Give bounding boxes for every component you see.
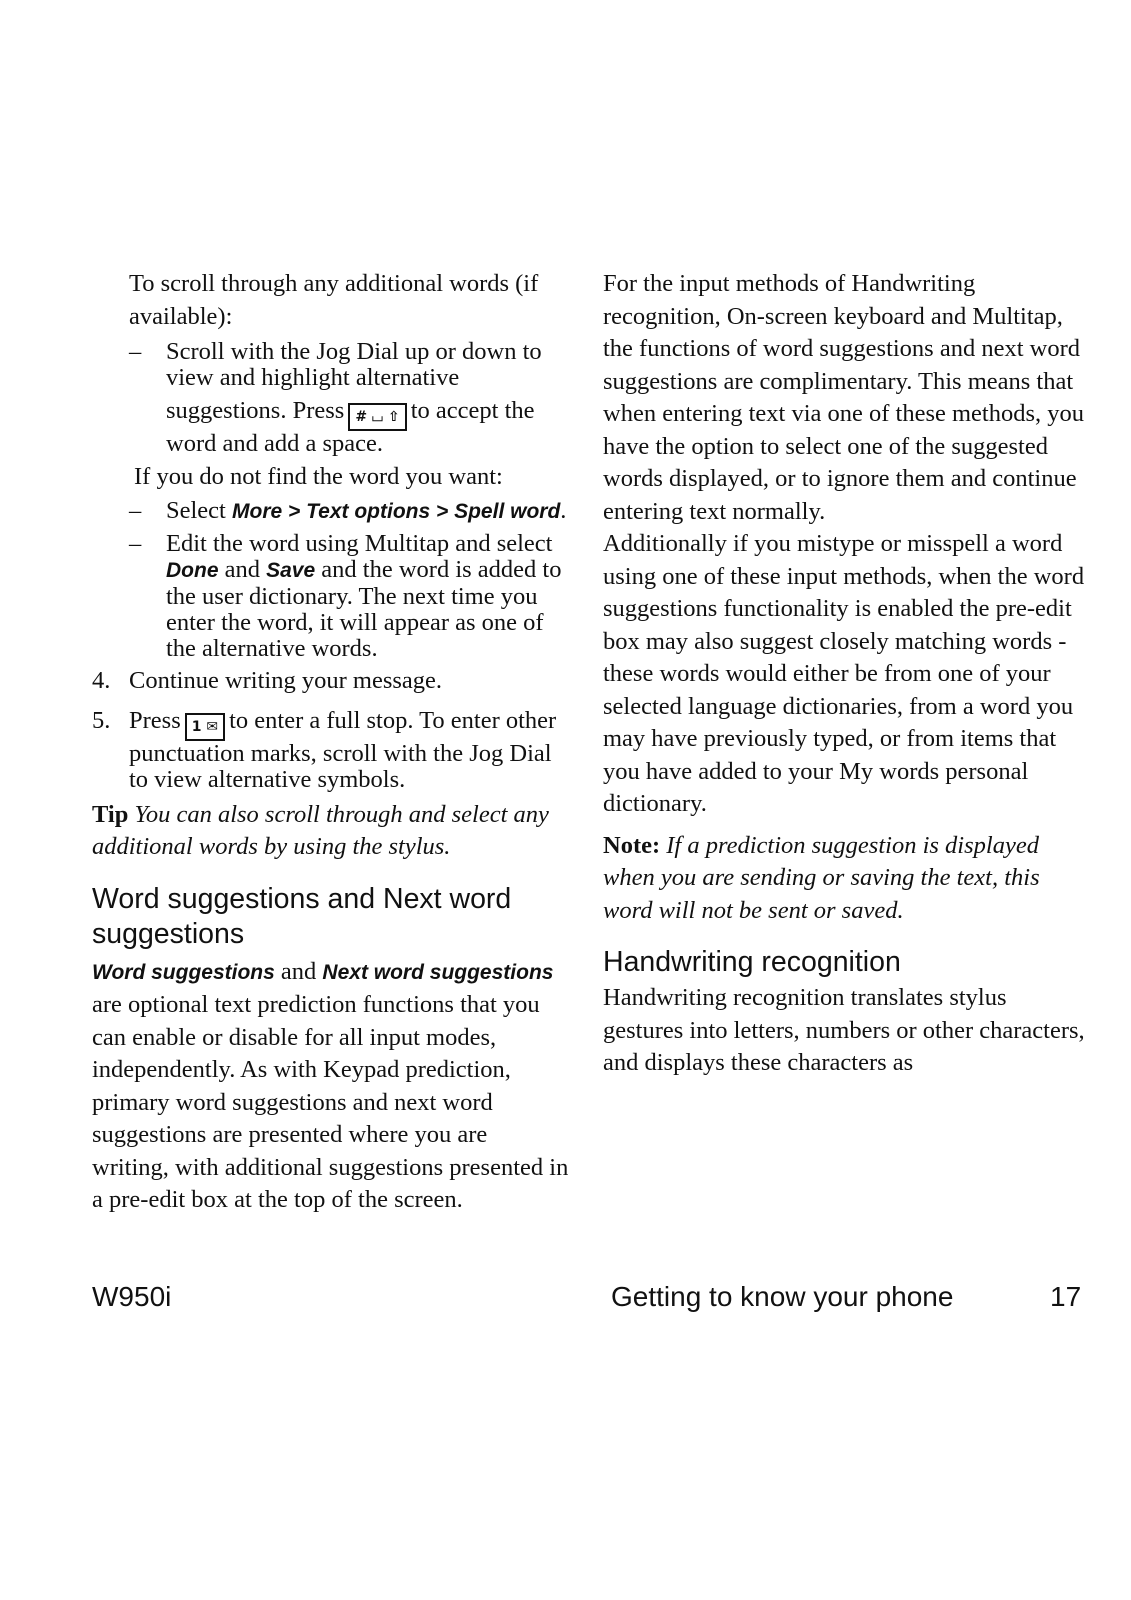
- hash-key-icon: # ⌴ ⇧: [348, 403, 406, 431]
- select-spell-word-item: [92, 498, 570, 525]
- notfound-intro: If you do not find the word you want:: [134, 463, 503, 490]
- period: .: [560, 496, 567, 524]
- misspell-paragraph: Additionally if you mistype or misspell a word using one of these input methods, when the word suggestions functionality is enabled the pre-edit box may also suggest closely matching words - these words would either be from one of your selected language dictionaries, from a word you may have previously typed, or from items that you have added to your My words personal dictionary.: [603, 530, 1085, 817]
- step-text: to enter a full stop. To enter other punctuation marks, scroll with the Jog Dial to view alternative symbols.: [129, 706, 557, 793]
- step-5: [92, 708, 570, 793]
- done-command: Done: [166, 558, 219, 582]
- step-text: Continue writing your message.: [129, 666, 443, 694]
- scroll-instruction: [92, 339, 570, 457]
- next-word-suggestions-term: Next word suggestions: [322, 960, 554, 984]
- tip: [92, 799, 570, 864]
- page-number: 17: [1050, 1281, 1082, 1312]
- footer-section: Getting to know your phone: [611, 1281, 954, 1312]
- section-heading: Word suggestions and Next word suggestions: [92, 882, 512, 950]
- one-key-icon: 1 ✉: [185, 713, 225, 741]
- right-column: [603, 268, 1089, 1080]
- paragraph-text: are optional text prediction functions that you can enable or disable for all input modes, independently. As with Keypad prediction, primary word suggestions and next word suggestions are presented where you are writing, with additional suggestions presented in a pre-edit box at the top of the screen.: [92, 991, 569, 1213]
- dash-marker: –: [129, 338, 142, 365]
- section-heading: Handwriting recognition: [603, 946, 901, 978]
- tip-text: You can also scroll through and select any additional words by using the stylus.: [92, 800, 549, 860]
- accept-text: to accept the word and add a space.: [166, 397, 535, 457]
- footer-model: W950i: [92, 1281, 172, 1312]
- edit-suffix: and the word is added to the user dictionary. The next time you enter the word, it will appear as one of the alternative words.: [166, 555, 562, 662]
- note: [603, 830, 1089, 928]
- scroll-intro: To scroll through any additional words (if available):: [129, 270, 539, 330]
- press-text: suggestions. Press: [166, 397, 345, 424]
- word-suggestions-paragraph: [92, 956, 570, 1217]
- select-prefix: Select: [166, 496, 226, 524]
- scroll-instruction-text: Scroll with the Jog Dial up or down to view and highlight alternative: [166, 338, 542, 391]
- step-number: 4.: [92, 666, 111, 694]
- step-number: 5.: [92, 706, 111, 734]
- press-text: Press: [129, 706, 181, 734]
- edit-word-item: [92, 531, 570, 662]
- save-command: Save: [266, 558, 316, 582]
- and-text: and: [280, 957, 317, 985]
- input-methods-paragraph: For the input methods of Handwriting recognition, On-screen keyboard and Multitap, the functions of word suggestions and next word suggestions are complimentary. This means that when entering text via one of these methods, you have the option to select one of the suggested words displayed, or to ignore them and continue entering text normally.: [603, 270, 1085, 525]
- dash-marker: –: [129, 496, 142, 524]
- tip-label: Tip: [92, 800, 129, 828]
- word-suggestions-term: Word suggestions: [92, 960, 275, 984]
- note-label: Note:: [603, 831, 661, 859]
- note-text: If a prediction suggestion is displayed when you are sending or saving the text, this word will not be sent or saved.: [603, 831, 1040, 924]
- edit-prefix: Edit the word using Multitap and select: [166, 529, 553, 557]
- handwriting-paragraph: Handwriting recognition translates stylus gestures into letters, numbers or other characters, and displays these characters as: [603, 984, 1085, 1076]
- spell-word-menu-path: More > Text options > Spell word: [232, 499, 561, 523]
- and-text: and: [224, 555, 260, 583]
- left-column: [92, 268, 570, 1217]
- step-4: [92, 668, 570, 694]
- dash-marker: –: [129, 529, 142, 557]
